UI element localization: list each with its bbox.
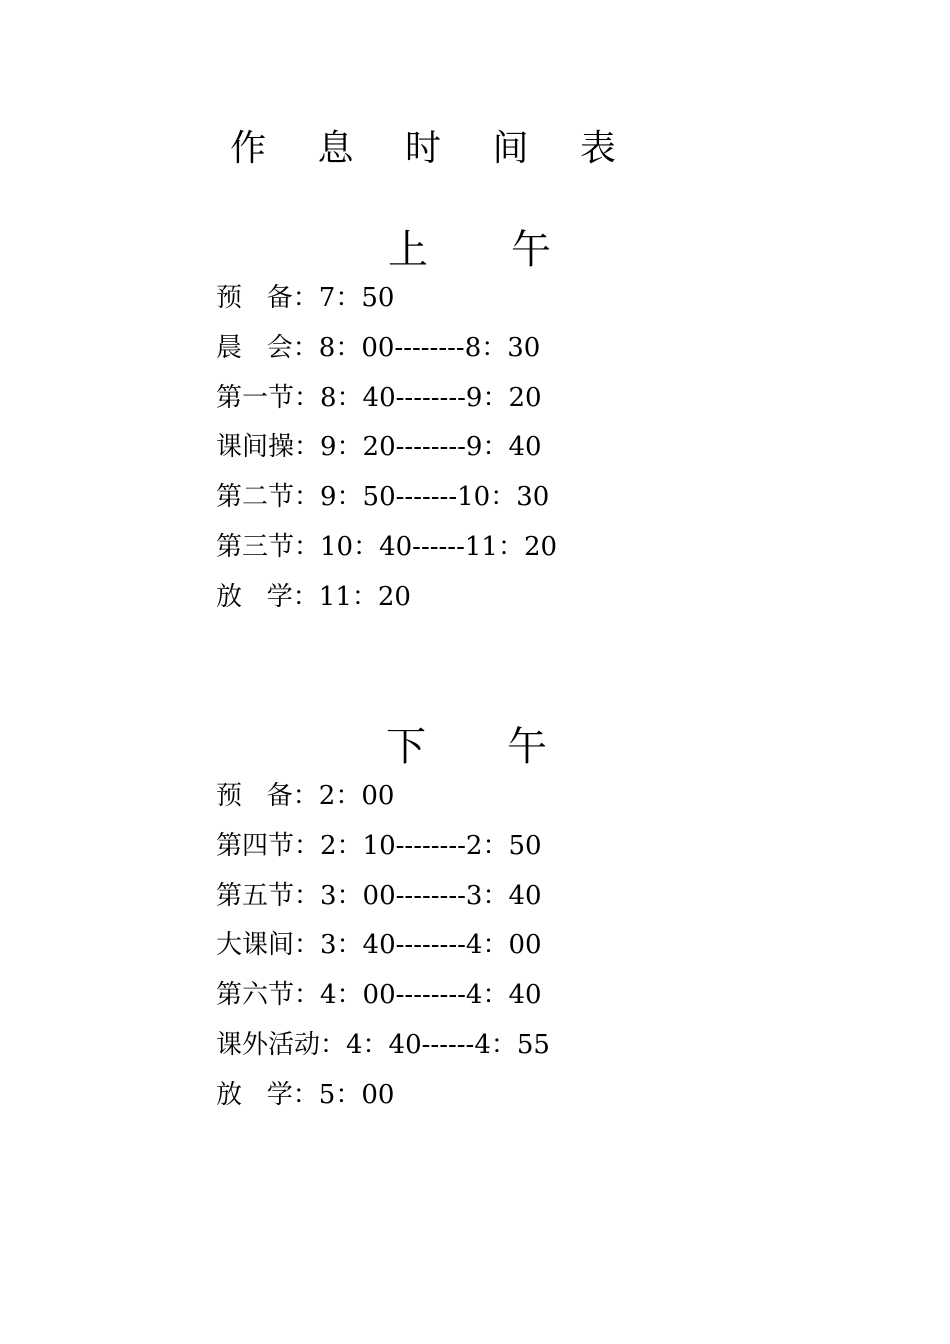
morning-heading-right: 午 [511, 227, 551, 273]
schedule-row: 第二节：9：50-------10：30 [216, 482, 550, 513]
schedule-row: 第一节：8：40--------9：20 [216, 382, 542, 413]
schedule-row: 第四节：2：10--------2：50 [216, 830, 542, 861]
afternoon-heading-left: 下 [386, 724, 426, 770]
schedule-row: 预 备：7：50 [216, 283, 395, 313]
schedule-row: 第三节：10：40------11：20 [216, 531, 558, 562]
schedule-row: 放 学：11：20 [216, 581, 411, 612]
schedule-row: 预 备：2：00 [216, 781, 395, 811]
page-title: 作 息 时 间 表 [230, 128, 636, 169]
schedule-row: 第五节：3：00--------3：40 [216, 880, 542, 911]
morning-schedule [216, 274, 557, 623]
afternoon-schedule [216, 772, 550, 1121]
schedule-row: 课外活动：4：40------4：55 [216, 1029, 550, 1060]
schedule-row: 大课间：3：40--------4：00 [216, 930, 542, 961]
schedule-row: 第六节：4：00--------4：40 [216, 980, 542, 1011]
schedule-row: 晨 会：8：00--------8：30 [216, 332, 541, 363]
schedule-row: 放 学：5：00 [216, 1079, 395, 1110]
schedule-row: 课间操：9：20--------9：40 [216, 432, 542, 463]
morning-heading-left: 上 [388, 227, 428, 273]
afternoon-heading-right: 午 [507, 724, 547, 770]
